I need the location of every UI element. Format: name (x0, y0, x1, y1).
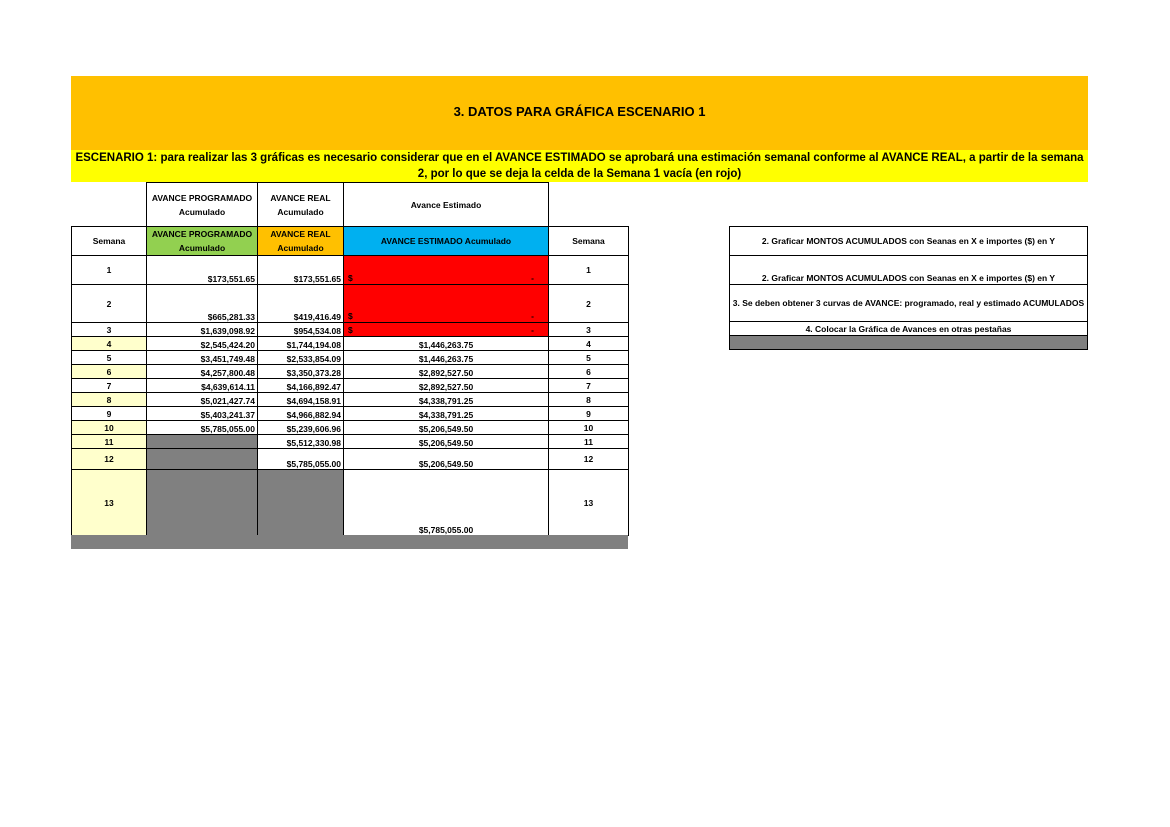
progress-table (71, 182, 629, 536)
programado-cell (147, 449, 258, 470)
semana-cell-right: 3 (549, 323, 629, 337)
estimado-cell: $4,338,791.25 (344, 393, 549, 407)
semana-cell-right: 5 (549, 351, 629, 365)
table-row (72, 421, 629, 435)
semana-cell: 9 (72, 407, 147, 421)
real-cell: $2,533,854.09 (258, 351, 344, 365)
real-cell: $4,166,892.47 (258, 379, 344, 393)
currency-symbol: $ (348, 273, 353, 283)
estimado-cell (344, 285, 549, 323)
semana-cell-right: 11 (549, 435, 629, 449)
semana-cell-right: 4 (549, 337, 629, 351)
real-cell: $5,239,606.96 (258, 421, 344, 435)
table-row (72, 323, 629, 337)
programado-cell: $5,403,241.37 (147, 407, 258, 421)
instruction-item: 4. Colocar la Gráfica de Avances en otras pestañas (730, 322, 1088, 336)
header-semana-right: Semana (549, 227, 629, 256)
semana-cell: 10 (72, 421, 147, 435)
semana-cell: 1 (72, 256, 147, 285)
semana-cell: 12 (72, 449, 147, 470)
semana-cell-right: 8 (549, 393, 629, 407)
programado-cell: $173,551.65 (147, 256, 258, 285)
table-row (72, 351, 629, 365)
table-row (72, 470, 629, 536)
instructions-footer-bar (730, 336, 1088, 350)
semana-cell: 3 (72, 323, 147, 337)
semana-cell: 4 (72, 337, 147, 351)
semana-cell-right: 7 (549, 379, 629, 393)
table-row (72, 449, 629, 470)
header-estimado: AVANCE ESTIMADO Acumulado (344, 227, 549, 256)
semana-cell: 11 (72, 435, 147, 449)
programado-cell (147, 435, 258, 449)
top-header-estimado: Avance Estimado (344, 183, 549, 227)
instruction-item: 2. Graficar MONTOS ACUMULADOS con Seanas en X e importes ($) en Y (730, 256, 1088, 285)
real-cell (258, 470, 344, 536)
table-row (72, 407, 629, 421)
semana-cell-right: 10 (549, 421, 629, 435)
table-footer-bar (71, 535, 628, 549)
semana-cell-right: 12 (549, 449, 629, 470)
currency-symbol: $ (348, 325, 353, 335)
estimado-cell: $5,206,549.50 (344, 421, 549, 435)
real-cell: $3,350,373.28 (258, 365, 344, 379)
blank-cell (549, 183, 629, 227)
page-title: 3. DATOS PARA GRÁFICA ESCENARIO 1 (453, 104, 706, 119)
estimado-cell: $5,785,055.00 (344, 470, 549, 536)
programado-cell (147, 470, 258, 536)
empty-value-dash: - (531, 273, 534, 283)
table-row (72, 365, 629, 379)
programado-cell: $3,451,749.48 (147, 351, 258, 365)
semana-cell-right: 1 (549, 256, 629, 285)
header-programado: AVANCE PROGRAMADO Acumulado (147, 227, 258, 256)
programado-cell: $2,545,424.20 (147, 337, 258, 351)
real-cell: $419,416.49 (258, 285, 344, 323)
instructions-box (729, 226, 1088, 350)
table-row (72, 337, 629, 351)
semana-cell: 5 (72, 351, 147, 365)
semana-cell: 7 (72, 379, 147, 393)
programado-cell: $5,785,055.00 (147, 421, 258, 435)
semana-cell: 13 (72, 470, 147, 536)
semana-cell: 6 (72, 365, 147, 379)
top-header-programado: AVANCE PROGRAMADO Acumulado (147, 183, 258, 227)
header-semana-left: Semana (72, 227, 147, 256)
top-header-real: AVANCE REAL Acumulado (258, 183, 344, 227)
estimado-cell: $2,892,527.50 (344, 379, 549, 393)
real-cell: $173,551.65 (258, 256, 344, 285)
real-cell: $4,694,158.91 (258, 393, 344, 407)
table-row (72, 285, 629, 323)
programado-cell: $1,639,098.92 (147, 323, 258, 337)
estimado-cell: $1,446,263.75 (344, 337, 549, 351)
real-cell: $5,785,055.00 (258, 449, 344, 470)
semana-cell-right: 6 (549, 365, 629, 379)
table-row (72, 393, 629, 407)
header-real: AVANCE REAL Acumulado (258, 227, 344, 256)
table-row (72, 256, 629, 285)
estimado-cell (344, 323, 549, 337)
semana-cell: 8 (72, 393, 147, 407)
real-cell: $954,534.08 (258, 323, 344, 337)
blank-cell (72, 183, 147, 227)
programado-cell: $5,021,427.74 (147, 393, 258, 407)
empty-value-dash: - (531, 325, 534, 335)
estimado-cell (344, 256, 549, 285)
table-row (72, 379, 629, 393)
scenario-note: ESCENARIO 1: para realizar las 3 gráficas es necesario considerar que en el AVANCE ESTIMADO se aprobará una estimación semanal conforme al AVANCE REAL, a partir de la semana 2, por lo que se deja la celda de la Semana 1 vacía (en rojo) (71, 150, 1088, 182)
table-row (72, 435, 629, 449)
estimado-cell: $5,206,549.50 (344, 435, 549, 449)
real-cell: $5,512,330.98 (258, 435, 344, 449)
estimado-cell: $5,206,549.50 (344, 449, 549, 470)
semana-cell: 2 (72, 285, 147, 323)
programado-cell: $665,281.33 (147, 285, 258, 323)
estimado-cell: $2,892,527.50 (344, 365, 549, 379)
programado-cell: $4,639,614.11 (147, 379, 258, 393)
instruction-item: 3. Se deben obtener 3 curvas de AVANCE: programado, real y estimado ACUMULADOS (730, 285, 1088, 322)
empty-value-dash: - (531, 311, 534, 321)
semana-cell-right: 9 (549, 407, 629, 421)
semana-cell-right: 2 (549, 285, 629, 323)
estimado-cell: $1,446,263.75 (344, 351, 549, 365)
instruction-item: 2. Graficar MONTOS ACUMULADOS con Seanas en X e importes ($) en Y (730, 227, 1088, 256)
currency-symbol: $ (348, 311, 353, 321)
real-cell: $4,966,882.94 (258, 407, 344, 421)
real-cell: $1,744,194.08 (258, 337, 344, 351)
estimado-cell: $4,338,791.25 (344, 407, 549, 421)
programado-cell: $4,257,800.48 (147, 365, 258, 379)
semana-cell-right: 13 (549, 470, 629, 536)
